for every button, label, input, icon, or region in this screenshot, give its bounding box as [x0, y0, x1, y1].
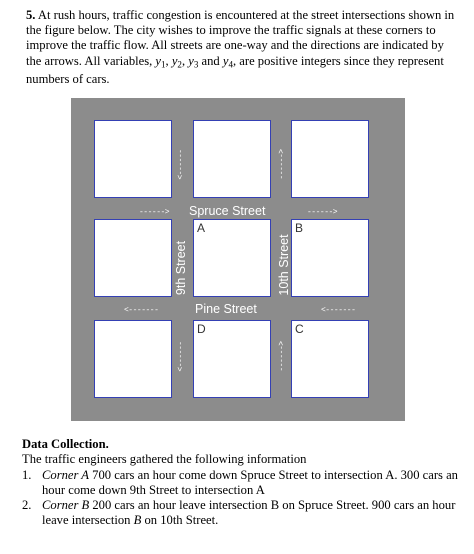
- pine-street-arrow-left: <-------: [124, 306, 159, 315]
- corner-b-label: B: [295, 221, 304, 235]
- list-item: [22, 498, 462, 529]
- corner-d-label: D: [197, 322, 206, 336]
- street-map-figure: [71, 98, 405, 421]
- list-item-corner: Corner B: [42, 498, 90, 513]
- spruce-street-label: Spruce Street: [189, 204, 266, 218]
- data-collection-section: [22, 437, 462, 529]
- var-y4-sub: 4: [228, 58, 233, 69]
- data-collection-heading: Data Collection.: [22, 437, 109, 451]
- list-item-text-end: on 10th Street.: [141, 513, 219, 528]
- list-item-corner: Corner A: [42, 467, 89, 482]
- list-item-number: 1.: [22, 467, 32, 482]
- var-y1: y: [155, 53, 161, 68]
- city-block-top-right: [291, 120, 369, 198]
- list-item: [22, 468, 462, 499]
- list-item-number: 2.: [22, 498, 32, 513]
- tenth-street-arrow-top: ------>: [277, 149, 287, 180]
- var-y2-sub: 2: [177, 58, 182, 69]
- ninth-street-arrow-top: <------: [176, 149, 186, 180]
- ninth-street-label: 9th Street: [174, 240, 188, 296]
- spruce-street-arrow-right: ------>: [307, 208, 338, 217]
- tenth-street-arrow-bottom: ------>: [277, 341, 287, 372]
- pine-street-label: Pine Street: [195, 302, 257, 316]
- ninth-street-arrow-bottom: <------: [176, 341, 186, 372]
- pine-street-arrow-right: <-------: [321, 306, 356, 315]
- city-block-top-left: [94, 120, 172, 198]
- problem-text-1: At rush hours, traffic congestion is encountered at the street intersections shown in the figure below. The city wishes to improve the traffic signals at these corners to improve the traffic flow. All streets are one-way and the directions are indicated by the arrows. All variables,: [26, 8, 455, 68]
- tenth-street-label: 10th Street: [277, 234, 291, 296]
- corner-a-label: A: [197, 221, 206, 235]
- var-y3: y: [188, 53, 194, 68]
- corner-c-label: C: [295, 322, 304, 336]
- spruce-street-arrow-left: ------>: [139, 208, 170, 217]
- var-y3-sub: 3: [193, 58, 199, 69]
- data-collection-intro: The traffic engineers gathered the following information: [22, 452, 307, 467]
- problem-statement: 5. At rush hours, traffic congestion is encountered at the street intersections shown in the figure below. The city wishes to improve the traffic signals at these corners to improve the traffic flow. All streets are one-way and the directions are indicated by the arrows. All variables, $y_1$, $y_2$, $y_3$ and $y_4$, are positive integers since they represent numbers of cars.: [26, 8, 455, 87]
- city-block-middle-left: [94, 219, 172, 297]
- city-block-bottom-left: [94, 320, 172, 398]
- var-y4: y: [222, 53, 229, 68]
- var-y1-sub: 1: [161, 58, 166, 69]
- problem-text-2: , are positive integers since they represent numbers of cars.: [26, 53, 444, 87]
- data-collection-list: [22, 468, 462, 529]
- problem-number: 5.: [26, 8, 36, 22]
- list-item-text: 200 cars an hour leave intersection B on Spruce Street. 900 cars an hour leave intersection: [42, 498, 456, 528]
- list-item-corner-ref: B: [133, 513, 142, 528]
- city-block-top-middle: [193, 120, 271, 198]
- var-y2: y: [171, 53, 178, 68]
- list-item-text: 700 cars an hour come down Spruce Street to intersection A. 300 cars an hour come down 9th Street to intersection A: [42, 467, 458, 497]
